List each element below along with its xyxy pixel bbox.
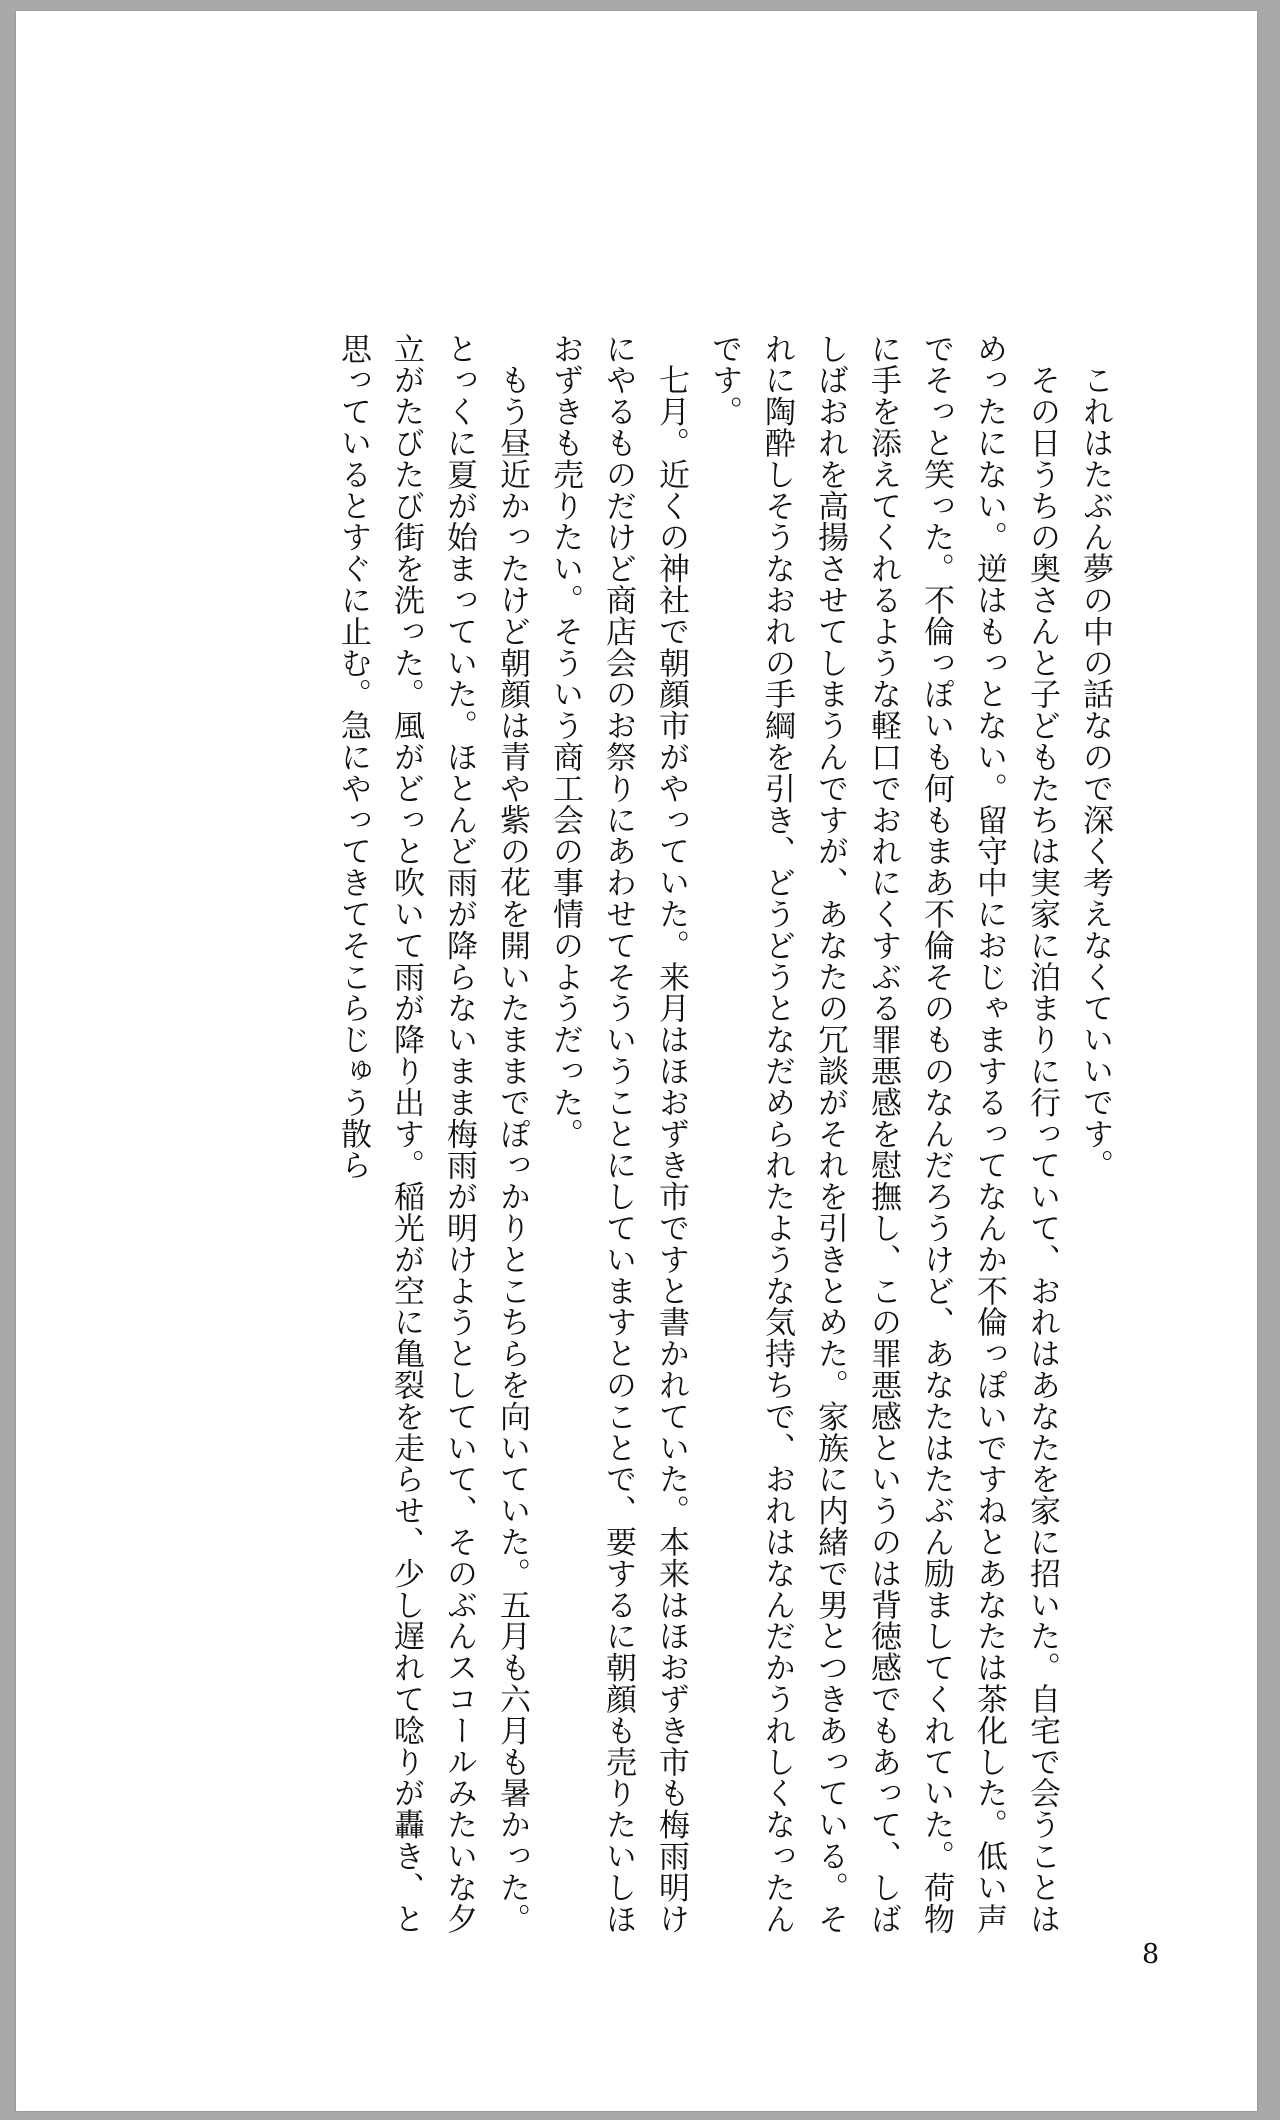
paragraph-3: 七月。近くの神社で朝顔市がやっていた。来月はほおずき市ですと書かれていた。本来はほおずき市も梅雨明けにやるものだけど商店会のお祭りにあわせてそういうことにしていますとのことで、要するに朝顔も売りたいしほおずきも売りたい。そういう商工会の事情のようだった。 [547,333,689,1935]
paragraph-4: もう昼近かったけど朝顔は青や紫の花を開いたままでぽっかりとこちらを向いていた。五月も六月も暑かった。とっくに夏が始まっていた。ほとんど雨が降らないまま梅雨が明けようとしていて、そのぶんスコールみたいな夕立がたびたび街を洗った。風がどっと吹いて雨が降り出す。稲光が空に亀裂を走らせ、少し遅れて唸りが轟き、と思っているとすぐに止む。急にやってきてそこらじゅう散ら [335,333,530,1935]
page-number: 8 [1142,1939,1160,1970]
book-page [16,11,1257,2111]
paragraph-2: その日うちの奥さんと子どもたちは実家に泊まりに行っていて、おれはあなたを家に招いた。自宅で会うことはめったにない。逆はもっとない。留守中におじゃまするってなんか不倫っぽいですねとあなたは茶化した。低い声でそっと笑った。不倫っぽいも何もまあ不倫そのものなんだろうけど、あなたはたぶん励ましてくれていた。荷物に手を添えてくれるような軽口でおれにくすぶる罪悪感を慰撫し、この罪悪感というのは背徳感でもあって、しばしばおれを高揚させてしまうんですが、あなたの冗談がそれを引きとめた。家族に内緒で男とつきあっている。それに陶酔しそうなおれの手綱を引き、どうどうとなだめられたような気持ちで、おれはなんだかうれしくなったんです。 [706,333,1060,1935]
paragraph-1: これはたぶん夢の中の話なので深く考えなくていいです。 [1077,333,1113,1181]
body-text [326,333,1121,1953]
